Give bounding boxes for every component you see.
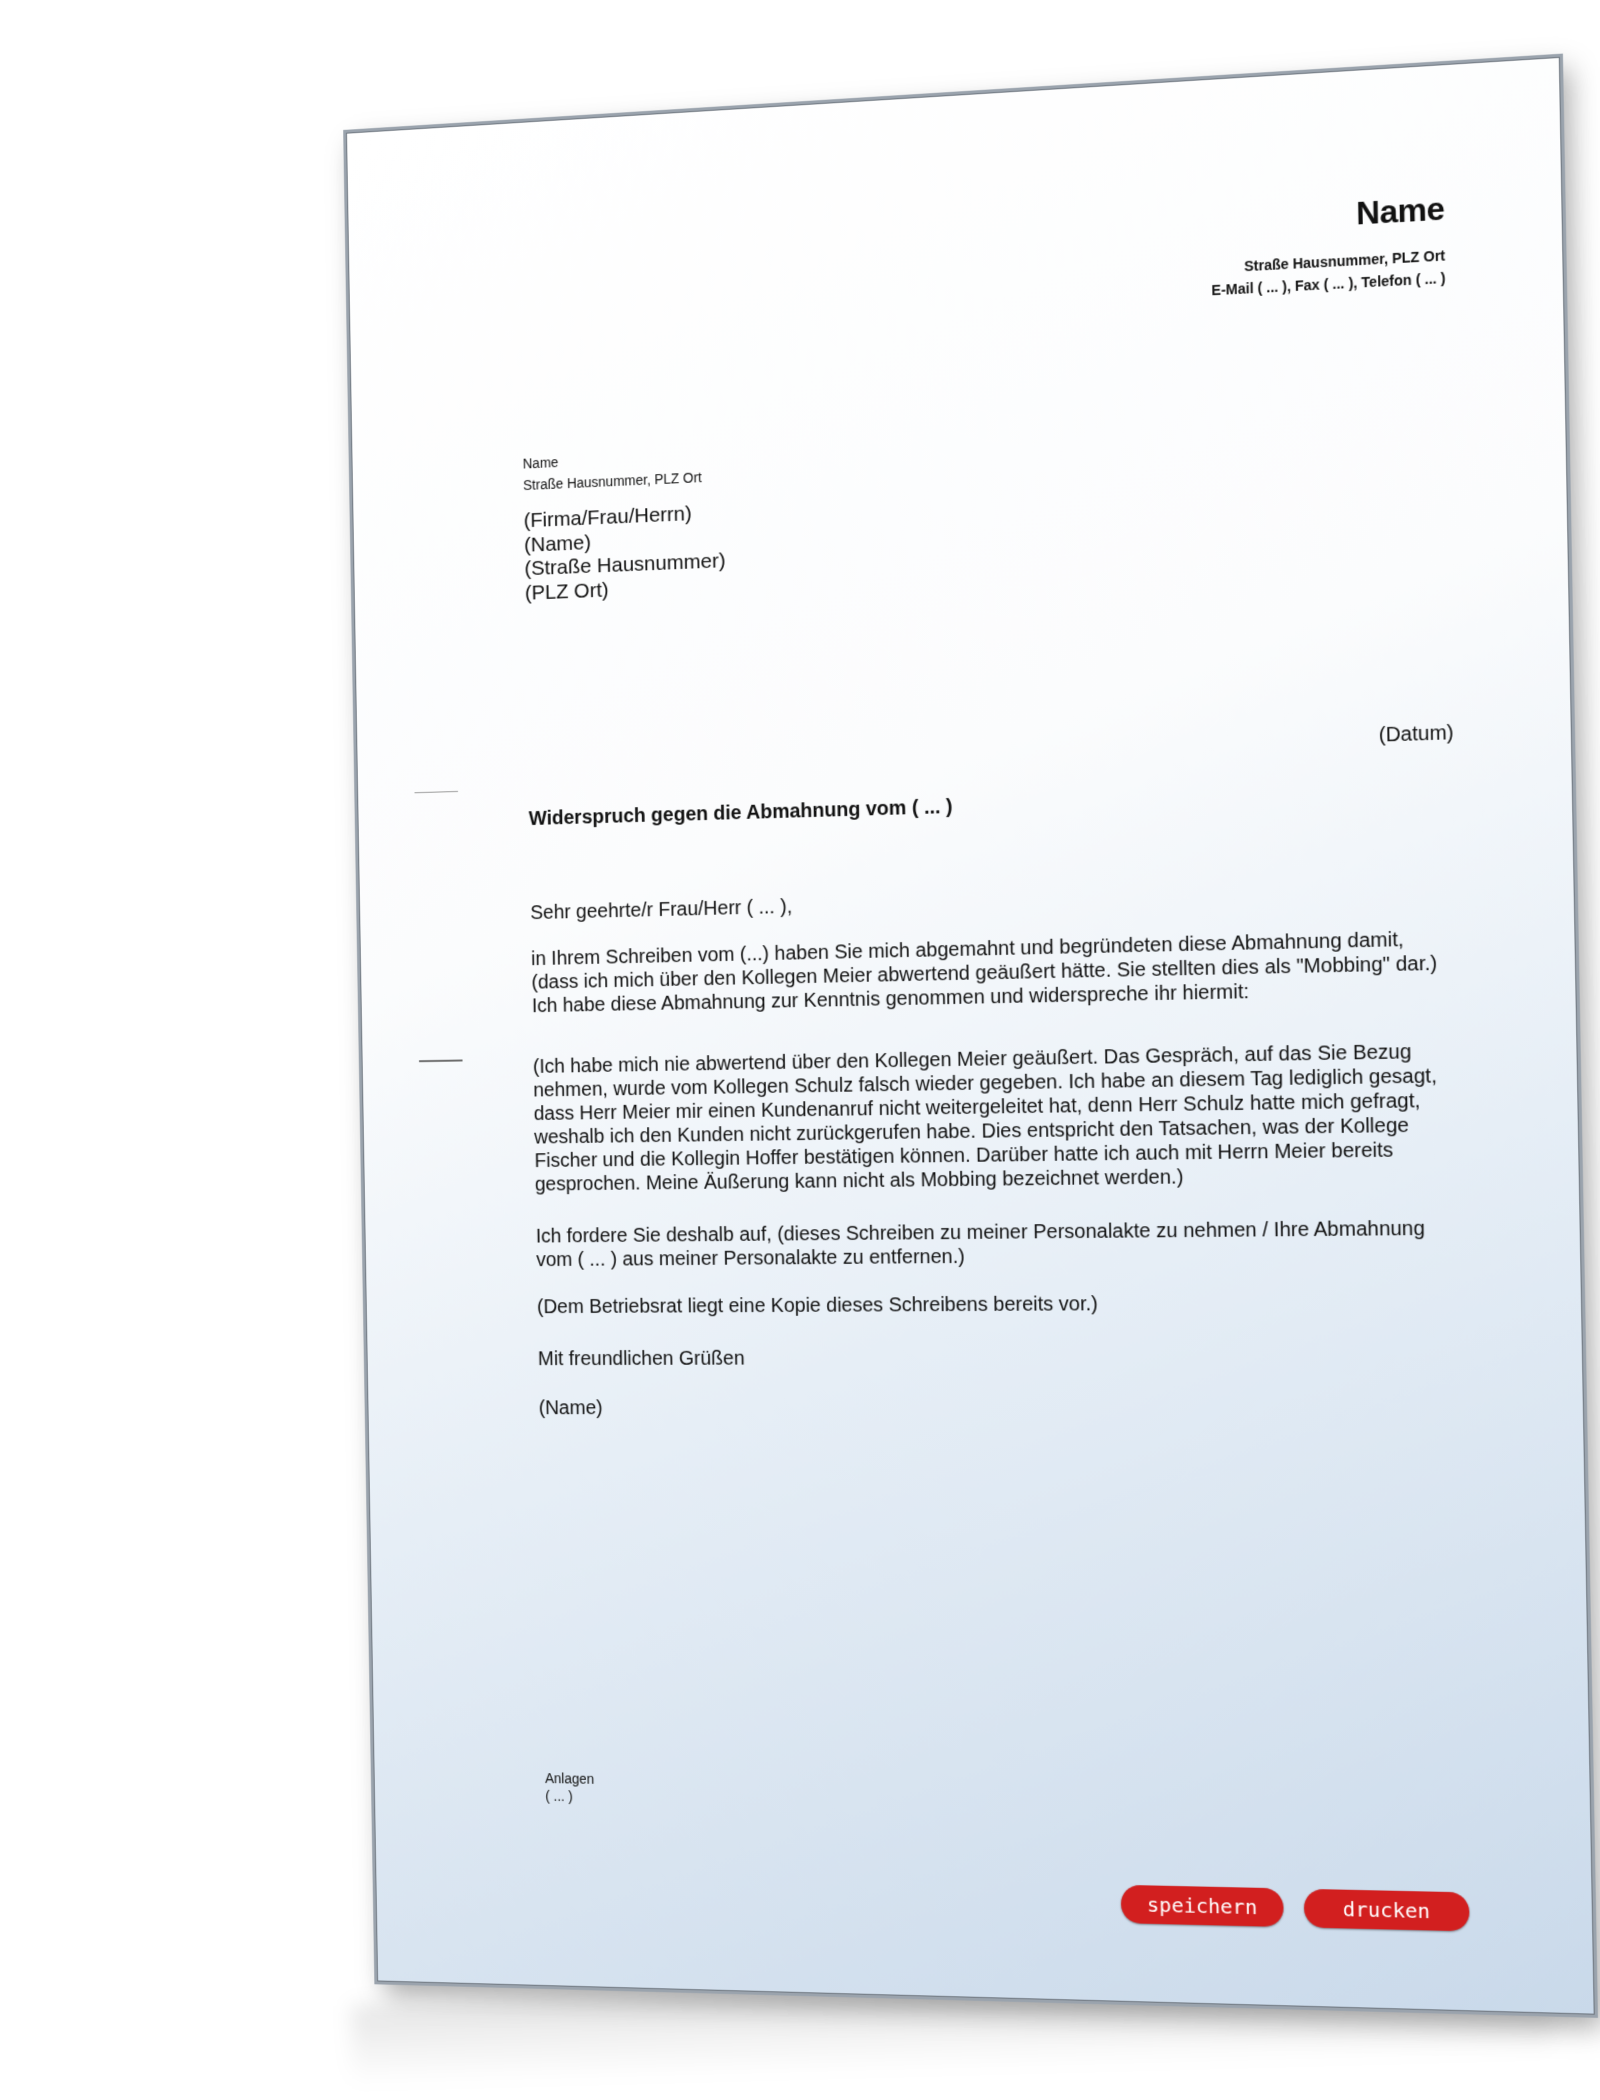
salutation: Sehr geehrte/r Frau/Herr ( ... ), bbox=[530, 895, 793, 925]
return-address-name: Name bbox=[522, 454, 559, 472]
sender-contact: E-Mail ( ... ), Fax ( ... ), Telefon ( ... ) bbox=[1211, 269, 1446, 299]
attachments bbox=[545, 1769, 595, 1805]
body-paragraph: (Ich habe mich nie abwertend über den Kollegen Meier geäußert. Das Gespräch, auf das Sie Bezug nehmen, wurde vom Kollegen Schulz falsch wieder gegeben. Ich habe an diesem Tag lediglich gesagt, dass Herr Meier mir einen Kundenanruf nicht weitergeleitet hat, denn Herr Schulz hatte mich gefragt, weshalb ich den Kunden nicht zurückgerufen habe. Dies entspricht den Tatsachen, was der Kollege Fischer und die Kollegin Hoffer bestätigen können. Darüber hatte ich auch mit Herrn Meier bereits gesprochen. Meine Äußerung kann nicht als Mobbing bezeichnet werden.) bbox=[532, 1040, 1438, 1196]
letter-date: (Datum) bbox=[1378, 721, 1454, 747]
sender-name: Name bbox=[1355, 189, 1445, 232]
signature: (Name) bbox=[538, 1397, 603, 1420]
body-paragraph: (Dem Betriebsrat liegt eine Kopie dieses Schreibens bereits vor.) bbox=[536, 1293, 1099, 1319]
attachments-value: ( ... ) bbox=[545, 1787, 573, 1805]
letter-subject: Widerspruch gegen die Abmahnung vom ( ... ) bbox=[528, 795, 953, 830]
recipient-line: (Name) bbox=[523, 530, 592, 557]
recipient-block bbox=[524, 501, 727, 606]
body-paragraph: Ich fordere Sie deshalb auf, (dieses Schreiben zu meiner Personalakte zu nehmen / Ihre Abmahnung vom ( ... ) aus meiner Personalakte zu entfernen.) bbox=[535, 1217, 1426, 1271]
letter-sheet bbox=[346, 57, 1595, 2015]
recipient-line: (Firma/Frau/Herrn) bbox=[523, 502, 692, 533]
save-button[interactable]: speichern bbox=[1121, 1885, 1284, 1927]
print-button[interactable]: drucken bbox=[1304, 1889, 1470, 1932]
closing: Mit freundlichen Grüßen bbox=[537, 1347, 745, 1371]
return-address-street: Straße Hausnummer, PLZ Ort bbox=[522, 469, 702, 494]
sender-address: Straße Hausnummer, PLZ Ort bbox=[1244, 247, 1446, 275]
punch-mark bbox=[419, 1059, 463, 1062]
recipient-line: (PLZ Ort) bbox=[524, 578, 609, 605]
recipient-line: (Straße Hausnummer) bbox=[524, 549, 726, 581]
attachments-label: Anlagen bbox=[544, 1770, 595, 1787]
body-paragraph: in Ihrem Schreiben vom (...) haben Sie mich abgemahnt und begründeten diese Abmahnung damit, (dass ich mich über den Kollegen Meier abwertend geäußert hätte. Sie stellten dies als "Mobbing" dar.) Ich habe diese Abmahnung zur Kenntnis genommen und widerspreche ihr hiermit: bbox=[530, 928, 1438, 1018]
fold-mark bbox=[415, 791, 458, 793]
